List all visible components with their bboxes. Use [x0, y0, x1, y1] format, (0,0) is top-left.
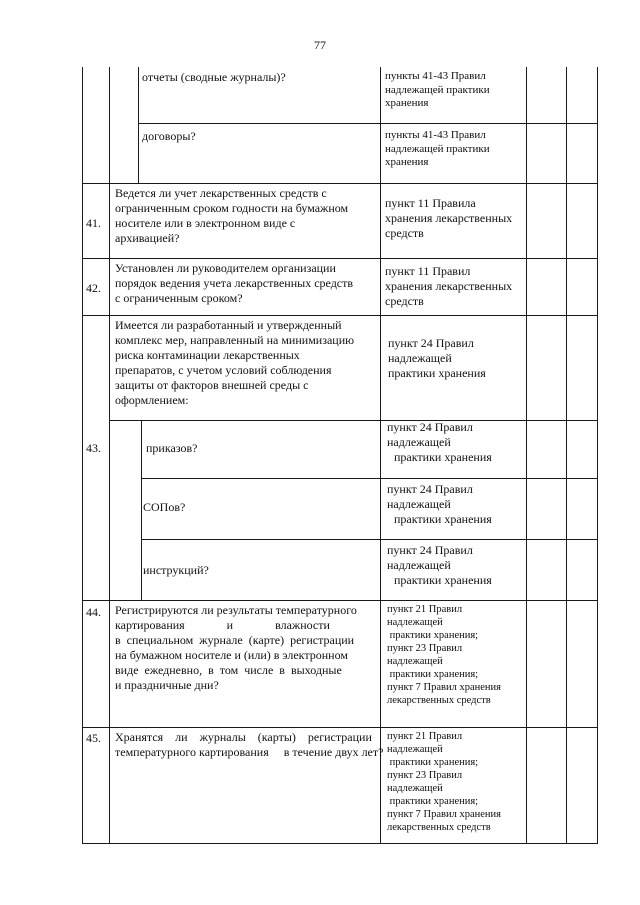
- row-43-subitem-2-reference: [387, 482, 492, 527]
- row-44-reference: [387, 603, 501, 707]
- cont-item-1-question: отчеты (сводные журналы)?: [142, 70, 286, 84]
- row-45-reference: [387, 730, 501, 834]
- question-line: в специальном журнале (карте) регистрации: [115, 633, 355, 647]
- ref-line: средств: [385, 226, 424, 240]
- question-line: на бумажном носителе и (или) в электронном: [115, 648, 348, 662]
- row-45-question: [115, 730, 383, 760]
- ref-line: надлежащей: [387, 617, 443, 628]
- ref-line: лекарственных средств: [387, 695, 491, 706]
- row-43-subitem-3-question: инструкций?: [143, 563, 209, 577]
- hline-41-top: [82, 183, 597, 184]
- ref-line: надлежащей практики: [385, 142, 490, 155]
- subcol-divider-top: [138, 67, 139, 183]
- row-43-reference: [385, 336, 486, 381]
- ref-line: пункт 24 Правил: [385, 336, 474, 350]
- table-border-right: [597, 67, 598, 844]
- ref-line: надлежащей практики: [385, 83, 490, 96]
- ref-line: хранения лекарственных: [385, 279, 513, 293]
- ref-line: пункт 11 Правила: [385, 196, 476, 210]
- question-line: носителе или в электронном виде с: [115, 216, 296, 230]
- question-line: риска контаминации лекарственных: [115, 348, 300, 362]
- ref-line: средств: [385, 294, 424, 308]
- question-line: защиты от факторов внешней среды с: [115, 378, 309, 392]
- hline-cont-1: [138, 123, 597, 124]
- question-line: комплекс мер, направленный на минимизацию: [115, 333, 355, 347]
- row-41-reference: [385, 196, 512, 241]
- ref-line: пункты 41-43 Правил: [385, 129, 486, 141]
- hline-43-top: [82, 315, 597, 316]
- ref-line: пункт 7 Правил хранения: [387, 809, 501, 820]
- row-43-subitem-1-reference: [387, 420, 492, 465]
- ref-line: надлежащей: [387, 435, 451, 449]
- row-44-question: [115, 603, 375, 693]
- ref-line: надлежащей: [387, 656, 443, 667]
- cont-item-2-question: договоры?: [142, 129, 196, 143]
- ref-line: надлежащей: [387, 783, 443, 794]
- question-line: ограниченным сроком годности на бумажном: [115, 201, 349, 215]
- ref-line: хранения: [385, 156, 429, 168]
- ref-line: пункт 21 Правил: [387, 604, 463, 615]
- ref-line: пункты 41-43 Правил: [385, 70, 486, 82]
- question-line: картирования и влажности: [115, 618, 330, 632]
- hline-43-sub1: [109, 420, 597, 421]
- hline-42-top: [82, 258, 597, 259]
- ref-line: хранения лекарственных: [385, 211, 513, 225]
- table-border-bottom: [82, 843, 597, 844]
- question-line: препаратов, с учетом условий соблюдения: [115, 363, 332, 377]
- question-line: температурного картирования в течение двух лет?: [115, 745, 384, 759]
- ref-line: пункт 24 Правил: [387, 482, 473, 496]
- ref-line: практики хранения: [391, 450, 492, 464]
- question-line: и праздничные дни?: [115, 678, 219, 692]
- question-line: архивацией?: [115, 231, 180, 245]
- cont-item-2-reference: [385, 129, 490, 170]
- row-43-subitem-1-question: приказов?: [146, 441, 198, 455]
- ref-line: практики хранения;: [387, 669, 479, 680]
- question-line: виде ежедневно, в том числе в выходные: [115, 663, 342, 677]
- hline-43-sub3: [141, 539, 597, 540]
- row-41-number: 41.: [86, 216, 101, 230]
- row-43-question: [115, 318, 354, 408]
- row-42-question: [115, 261, 353, 306]
- ref-line: практики хранения;: [387, 630, 479, 641]
- ref-line: практики хранения;: [387, 757, 479, 768]
- question-line: с ограниченным сроком?: [115, 291, 243, 305]
- ref-line: пункт 7 Правил хранения: [387, 682, 501, 693]
- page-number: 77: [314, 38, 326, 52]
- row-42-number: 42.: [86, 281, 101, 295]
- question-line: Хранятся ли журналы (карты) регистрации: [115, 730, 372, 744]
- ref-line: пункт 11 Правил: [385, 264, 471, 278]
- ref-line: практики хранения: [391, 512, 492, 526]
- ref-line: надлежащей: [385, 351, 452, 365]
- row-43-number: 43.: [86, 441, 101, 455]
- hline-45-top: [82, 727, 597, 728]
- ref-line: практики хранения: [391, 573, 492, 587]
- ref-line: пункт 24 Правил: [387, 543, 473, 557]
- row-42-reference: [385, 264, 512, 309]
- ref-line: надлежащей: [387, 497, 451, 511]
- ref-line: практики хранения;: [387, 796, 479, 807]
- hline-43-sub2: [141, 478, 597, 479]
- row-45-number: 45.: [86, 731, 101, 745]
- question-line: Ведется ли учет лекарственных средств с: [115, 186, 327, 200]
- ref-line: пункт 21 Правил: [387, 731, 463, 742]
- ref-line: пункт 23 Правил: [387, 643, 463, 654]
- cont-item-1-reference: [385, 70, 490, 111]
- question-line: Имеется ли разработанный и утвержденный: [115, 318, 342, 332]
- ref-line: хранения: [385, 97, 429, 109]
- ref-line: лекарственных средств: [387, 822, 491, 833]
- ref-line: пункт 24 Правил: [387, 420, 473, 434]
- ref-line: практики хранения: [385, 366, 486, 380]
- question-line: Регистрируются ли результаты температурного: [115, 603, 357, 617]
- row-41-question: [115, 186, 348, 246]
- question-line: порядок ведения учета лекарственных средств: [115, 276, 354, 290]
- ref-line: надлежащей: [387, 744, 443, 755]
- row-44-number: 44.: [86, 605, 101, 619]
- row-43-subitem-3-reference: [387, 543, 492, 588]
- ref-line: пункт 23 Правил: [387, 770, 463, 781]
- question-line: оформлением:: [115, 393, 189, 407]
- subcol-divider-43: [141, 420, 142, 600]
- question-line: Установлен ли руководителем организации: [115, 261, 336, 275]
- row-43-subitem-2-question: СОПов?: [143, 500, 186, 514]
- ref-line: надлежащей: [387, 558, 451, 572]
- hline-44-top: [82, 600, 597, 601]
